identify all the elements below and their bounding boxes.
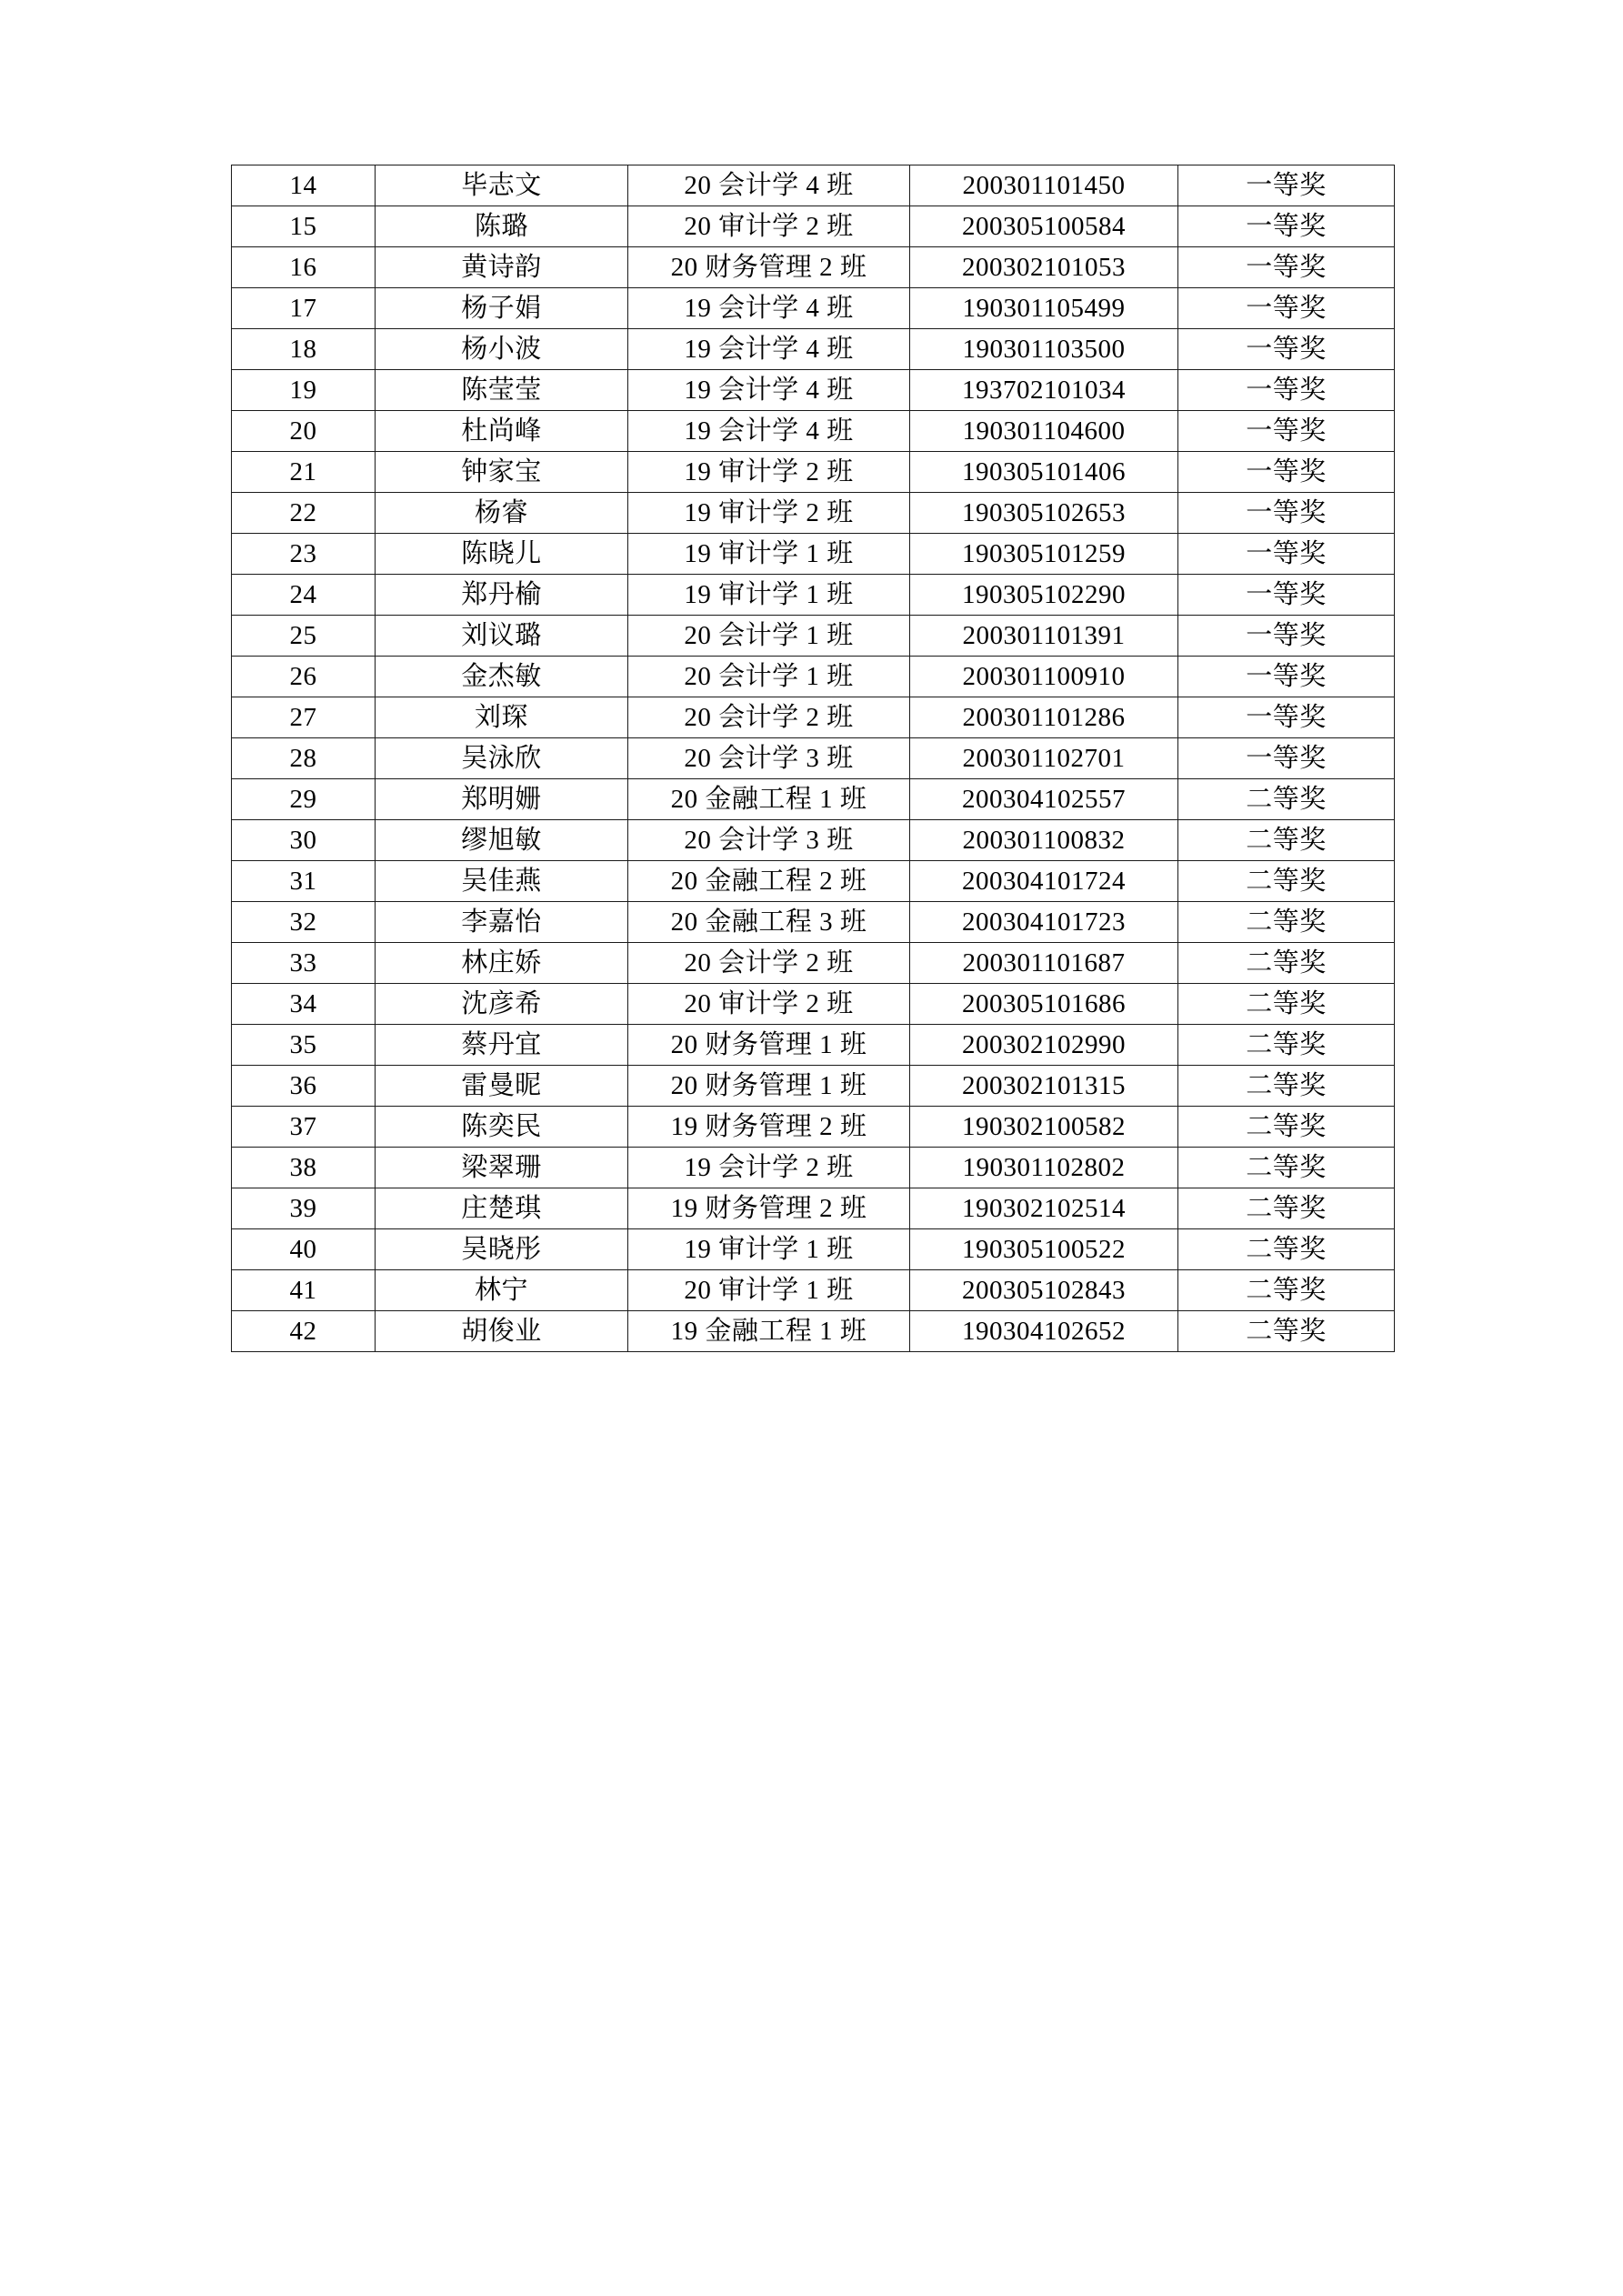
cell-student-name: 庄楚琪 <box>376 1188 628 1229</box>
award-list-table <box>231 165 1395 1352</box>
table-row <box>232 247 1395 288</box>
cell-serial-number: 34 <box>232 984 376 1025</box>
cell-student-name: 蔡丹宜 <box>376 1025 628 1066</box>
cell-serial-number: 25 <box>232 616 376 657</box>
cell-class-name: 20 会计学 3 班 <box>628 738 910 779</box>
cell-award-level: 二等奖 <box>1178 779 1395 820</box>
table-row <box>232 370 1395 411</box>
table-row <box>232 820 1395 861</box>
cell-class-name: 20 审计学 2 班 <box>628 984 910 1025</box>
cell-student-name: 黄诗韵 <box>376 247 628 288</box>
cell-serial-number: 24 <box>232 575 376 616</box>
cell-student-name: 郑丹榆 <box>376 575 628 616</box>
cell-student-name: 雷曼昵 <box>376 1066 628 1107</box>
cell-class-name: 20 会计学 4 班 <box>628 165 910 206</box>
cell-serial-number: 17 <box>232 288 376 329</box>
cell-student-name: 杜尚峰 <box>376 411 628 452</box>
cell-student-id: 200305101686 <box>910 984 1178 1025</box>
cell-class-name: 20 会计学 2 班 <box>628 943 910 984</box>
cell-award-level: 一等奖 <box>1178 616 1395 657</box>
cell-student-name: 梁翠珊 <box>376 1148 628 1188</box>
cell-class-name: 19 审计学 2 班 <box>628 493 910 534</box>
cell-class-name: 20 会计学 3 班 <box>628 820 910 861</box>
award-list-table-container <box>231 165 1394 1352</box>
cell-serial-number: 40 <box>232 1229 376 1270</box>
cell-student-name: 吴晓彤 <box>376 1229 628 1270</box>
cell-student-name: 郑明姗 <box>376 779 628 820</box>
cell-serial-number: 32 <box>232 902 376 943</box>
cell-student-id: 200302101315 <box>910 1066 1178 1107</box>
cell-student-id: 190301105499 <box>910 288 1178 329</box>
table-row <box>232 943 1395 984</box>
cell-student-id: 190302100582 <box>910 1107 1178 1148</box>
cell-serial-number: 20 <box>232 411 376 452</box>
cell-serial-number: 23 <box>232 534 376 575</box>
cell-student-id: 200301101391 <box>910 616 1178 657</box>
table-row <box>232 1107 1395 1148</box>
cell-serial-number: 33 <box>232 943 376 984</box>
cell-student-id: 190305101406 <box>910 452 1178 493</box>
table-row <box>232 1188 1395 1229</box>
cell-class-name: 19 审计学 1 班 <box>628 1229 910 1270</box>
cell-student-name: 钟家宝 <box>376 452 628 493</box>
cell-serial-number: 39 <box>232 1188 376 1229</box>
cell-student-id: 200301101286 <box>910 697 1178 738</box>
table-row <box>232 616 1395 657</box>
cell-award-level: 二等奖 <box>1178 902 1395 943</box>
cell-class-name: 19 审计学 2 班 <box>628 452 910 493</box>
cell-student-name: 陈璐 <box>376 206 628 247</box>
table-row <box>232 1025 1395 1066</box>
cell-award-level: 二等奖 <box>1178 1148 1395 1188</box>
cell-class-name: 20 金融工程 3 班 <box>628 902 910 943</box>
cell-student-id: 200305102843 <box>910 1270 1178 1311</box>
cell-student-name: 沈彦希 <box>376 984 628 1025</box>
table-row <box>232 1148 1395 1188</box>
cell-student-name: 杨睿 <box>376 493 628 534</box>
cell-award-level: 一等奖 <box>1178 575 1395 616</box>
table-row <box>232 493 1395 534</box>
cell-class-name: 19 会计学 4 班 <box>628 288 910 329</box>
cell-award-level: 一等奖 <box>1178 657 1395 697</box>
cell-serial-number: 35 <box>232 1025 376 1066</box>
cell-class-name: 20 会计学 2 班 <box>628 697 910 738</box>
cell-award-level: 一等奖 <box>1178 206 1395 247</box>
cell-serial-number: 18 <box>232 329 376 370</box>
cell-student-id: 190301102802 <box>910 1148 1178 1188</box>
table-row <box>232 288 1395 329</box>
table-row <box>232 779 1395 820</box>
cell-student-name: 缪旭敏 <box>376 820 628 861</box>
cell-class-name: 20 审计学 2 班 <box>628 206 910 247</box>
cell-class-name: 20 财务管理 1 班 <box>628 1025 910 1066</box>
cell-serial-number: 19 <box>232 370 376 411</box>
cell-student-id: 190305102290 <box>910 575 1178 616</box>
cell-award-level: 二等奖 <box>1178 1066 1395 1107</box>
table-row <box>232 534 1395 575</box>
table-row <box>232 657 1395 697</box>
cell-student-id: 190301103500 <box>910 329 1178 370</box>
cell-serial-number: 16 <box>232 247 376 288</box>
cell-student-name: 毕志文 <box>376 165 628 206</box>
table-row <box>232 902 1395 943</box>
cell-class-name: 20 审计学 1 班 <box>628 1270 910 1311</box>
cell-award-level: 二等奖 <box>1178 984 1395 1025</box>
cell-student-name: 林庄娇 <box>376 943 628 984</box>
table-row <box>232 206 1395 247</box>
cell-student-id: 200301102701 <box>910 738 1178 779</box>
cell-class-name: 20 财务管理 2 班 <box>628 247 910 288</box>
cell-serial-number: 29 <box>232 779 376 820</box>
cell-student-id: 193702101034 <box>910 370 1178 411</box>
cell-award-level: 一等奖 <box>1178 370 1395 411</box>
cell-award-level: 一等奖 <box>1178 411 1395 452</box>
table-row <box>232 165 1395 206</box>
cell-student-name: 金杰敏 <box>376 657 628 697</box>
cell-student-name: 陈晓儿 <box>376 534 628 575</box>
cell-student-id: 200304101723 <box>910 902 1178 943</box>
cell-student-name: 杨子娟 <box>376 288 628 329</box>
cell-student-id: 190301104600 <box>910 411 1178 452</box>
cell-class-name: 20 财务管理 1 班 <box>628 1066 910 1107</box>
cell-award-level: 一等奖 <box>1178 247 1395 288</box>
cell-award-level: 二等奖 <box>1178 943 1395 984</box>
cell-student-id: 200301100910 <box>910 657 1178 697</box>
cell-award-level: 二等奖 <box>1178 1188 1395 1229</box>
cell-student-name: 吴泳欣 <box>376 738 628 779</box>
cell-student-id: 190302102514 <box>910 1188 1178 1229</box>
cell-award-level: 二等奖 <box>1178 861 1395 902</box>
cell-class-name: 20 会计学 1 班 <box>628 657 910 697</box>
cell-class-name: 19 会计学 2 班 <box>628 1148 910 1188</box>
cell-student-name: 刘议璐 <box>376 616 628 657</box>
cell-serial-number: 42 <box>232 1311 376 1352</box>
cell-serial-number: 14 <box>232 165 376 206</box>
cell-student-name: 胡俊业 <box>376 1311 628 1352</box>
cell-award-level: 一等奖 <box>1178 697 1395 738</box>
cell-student-id: 200301101450 <box>910 165 1178 206</box>
cell-student-id: 190304102652 <box>910 1311 1178 1352</box>
cell-award-level: 一等奖 <box>1178 452 1395 493</box>
cell-serial-number: 22 <box>232 493 376 534</box>
cell-class-name: 19 财务管理 2 班 <box>628 1107 910 1148</box>
cell-class-name: 19 财务管理 2 班 <box>628 1188 910 1229</box>
cell-award-level: 二等奖 <box>1178 1270 1395 1311</box>
cell-student-name: 林宁 <box>376 1270 628 1311</box>
table-row <box>232 575 1395 616</box>
table-row <box>232 861 1395 902</box>
table-row <box>232 738 1395 779</box>
cell-student-id: 200301100832 <box>910 820 1178 861</box>
cell-award-level: 一等奖 <box>1178 534 1395 575</box>
cell-award-level: 一等奖 <box>1178 288 1395 329</box>
cell-award-level: 一等奖 <box>1178 165 1395 206</box>
cell-student-name: 陈奕民 <box>376 1107 628 1148</box>
table-row <box>232 1270 1395 1311</box>
cell-class-name: 19 审计学 1 班 <box>628 534 910 575</box>
cell-student-id: 190305100522 <box>910 1229 1178 1270</box>
cell-class-name: 19 审计学 1 班 <box>628 575 910 616</box>
cell-student-id: 200301101687 <box>910 943 1178 984</box>
cell-award-level: 一等奖 <box>1178 329 1395 370</box>
cell-student-name: 刘琛 <box>376 697 628 738</box>
cell-award-level: 二等奖 <box>1178 1107 1395 1148</box>
cell-serial-number: 37 <box>232 1107 376 1148</box>
cell-class-name: 19 会计学 4 班 <box>628 329 910 370</box>
cell-award-level: 二等奖 <box>1178 1229 1395 1270</box>
table-row <box>232 697 1395 738</box>
cell-award-level: 二等奖 <box>1178 820 1395 861</box>
cell-student-name: 杨小波 <box>376 329 628 370</box>
cell-student-id: 200302102990 <box>910 1025 1178 1066</box>
cell-serial-number: 38 <box>232 1148 376 1188</box>
cell-award-level: 一等奖 <box>1178 493 1395 534</box>
cell-award-level: 二等奖 <box>1178 1025 1395 1066</box>
table-row <box>232 329 1395 370</box>
cell-class-name: 20 金融工程 2 班 <box>628 861 910 902</box>
cell-serial-number: 28 <box>232 738 376 779</box>
cell-class-name: 19 会计学 4 班 <box>628 411 910 452</box>
cell-class-name: 19 金融工程 1 班 <box>628 1311 910 1352</box>
cell-student-id: 190305101259 <box>910 534 1178 575</box>
table-row <box>232 452 1395 493</box>
cell-class-name: 19 会计学 4 班 <box>628 370 910 411</box>
cell-serial-number: 30 <box>232 820 376 861</box>
cell-student-name: 吴佳燕 <box>376 861 628 902</box>
cell-class-name: 20 会计学 1 班 <box>628 616 910 657</box>
cell-student-name: 李嘉怡 <box>376 902 628 943</box>
cell-student-name: 陈莹莹 <box>376 370 628 411</box>
cell-award-level: 二等奖 <box>1178 1311 1395 1352</box>
cell-class-name: 20 金融工程 1 班 <box>628 779 910 820</box>
cell-serial-number: 26 <box>232 657 376 697</box>
cell-student-id: 190305102653 <box>910 493 1178 534</box>
award-list-table-body <box>232 165 1395 1352</box>
cell-serial-number: 36 <box>232 1066 376 1107</box>
table-row <box>232 1311 1395 1352</box>
cell-serial-number: 27 <box>232 697 376 738</box>
table-row <box>232 411 1395 452</box>
cell-award-level: 一等奖 <box>1178 738 1395 779</box>
cell-serial-number: 31 <box>232 861 376 902</box>
cell-student-id: 200304101724 <box>910 861 1178 902</box>
table-row <box>232 1229 1395 1270</box>
cell-serial-number: 41 <box>232 1270 376 1311</box>
cell-student-id: 200304102557 <box>910 779 1178 820</box>
cell-serial-number: 15 <box>232 206 376 247</box>
table-row <box>232 1066 1395 1107</box>
table-row <box>232 984 1395 1025</box>
cell-student-id: 200302101053 <box>910 247 1178 288</box>
cell-student-id: 200305100584 <box>910 206 1178 247</box>
cell-serial-number: 21 <box>232 452 376 493</box>
